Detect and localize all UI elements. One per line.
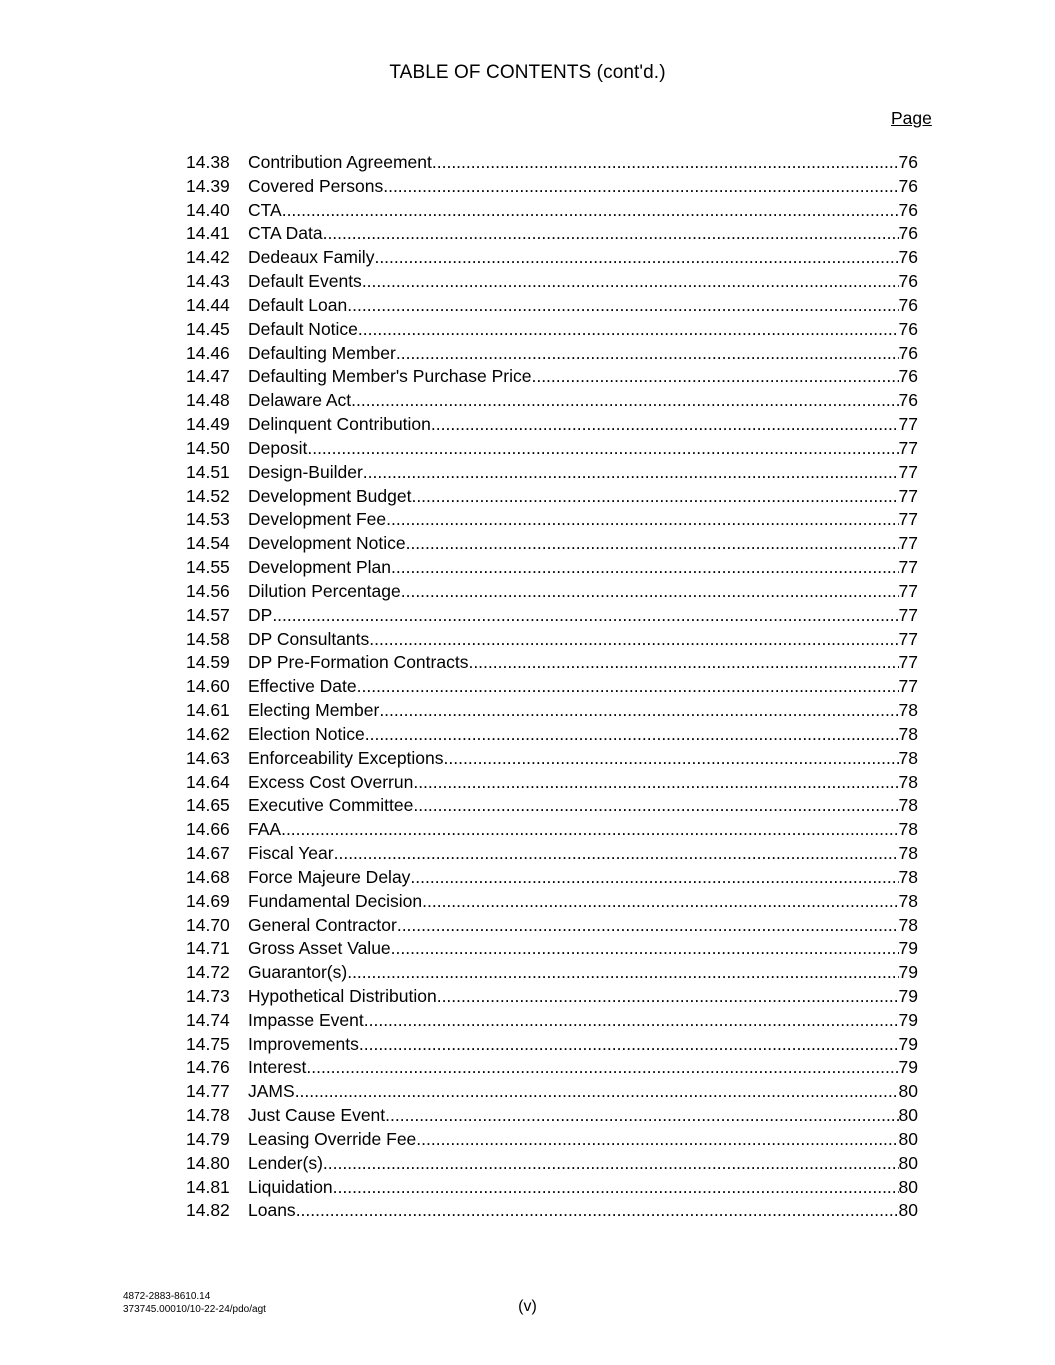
- toc-dot-leader: [411, 485, 898, 509]
- toc-entry-number: 14.58: [186, 628, 230, 649]
- toc-entry-label: Impasse Event: [248, 1009, 364, 1030]
- toc-entry[interactable]: [186, 1033, 918, 1057]
- toc-entry-number: 14.78: [186, 1105, 230, 1126]
- toc-entry[interactable]: [186, 937, 918, 961]
- toc-entry-number: 14.61: [186, 700, 230, 721]
- toc-dot-leader: [272, 604, 898, 628]
- toc-entry-number: 14.41: [186, 223, 230, 244]
- toc-entry-number: 14.70: [186, 914, 230, 935]
- toc-entry-label: Guarantor(s): [248, 962, 348, 983]
- toc-dot-leader: [383, 175, 898, 199]
- toc-dot-leader: [357, 675, 899, 699]
- toc-entry-page: 77: [898, 557, 918, 578]
- toc-entry[interactable]: [186, 1128, 918, 1152]
- toc-entry-page: 77: [898, 628, 918, 649]
- toc-entry[interactable]: [186, 1056, 918, 1080]
- toc-entry[interactable]: [186, 556, 918, 580]
- toc-entry-page: 77: [898, 485, 918, 506]
- toc-entry-page: 78: [898, 866, 918, 887]
- toc-dot-leader: [306, 1056, 898, 1080]
- toc-dot-leader: [385, 1104, 898, 1128]
- toc-entry[interactable]: [186, 1176, 918, 1200]
- toc-entry-label: CTA: [248, 199, 282, 220]
- toc-entry-label: Default Notice: [248, 318, 358, 339]
- toc-entry-label: Enforceability Exceptions: [248, 747, 444, 768]
- toc-entry-number: 14.49: [186, 414, 230, 435]
- toc-entry-page: 76: [898, 152, 918, 172]
- toc-dot-leader: [444, 747, 899, 771]
- toc-entry-number: 14.67: [186, 843, 230, 864]
- toc-entry-page: 80: [898, 1176, 918, 1197]
- toc-entry[interactable]: [186, 1199, 918, 1223]
- toc-entry-page: 76: [898, 271, 918, 292]
- toc-entry-page: 77: [898, 533, 918, 554]
- toc-entry[interactable]: [186, 461, 918, 485]
- toc-entry-number: 14.75: [186, 1033, 230, 1054]
- toc-entry-page: 79: [898, 962, 918, 983]
- toc-entry-page: 76: [898, 366, 918, 387]
- toc-entry-page: 80: [898, 1081, 918, 1102]
- toc-entry-number: 14.77: [186, 1081, 230, 1102]
- toc-entry-page: 79: [898, 1033, 918, 1054]
- toc-entry-page: 80: [898, 1105, 918, 1126]
- toc-entry-page: 77: [898, 676, 918, 697]
- toc-entry-label: Development Plan: [248, 557, 391, 578]
- toc-entry-number: 14.51: [186, 461, 230, 482]
- toc-entry-label: Fundamental Decision: [248, 890, 423, 911]
- toc-entry-label: Force Majeure Delay: [248, 866, 411, 887]
- toc-dot-leader: [351, 389, 898, 413]
- toc-entry-label: Dilution Percentage: [248, 580, 401, 601]
- toc-entry-number: 14.44: [186, 294, 230, 315]
- toc-dot-leader: [431, 413, 899, 437]
- toc-entry[interactable]: [186, 1152, 918, 1176]
- toc-entry-page: 77: [898, 414, 918, 435]
- toc-entry-label: Delaware Act: [248, 390, 352, 411]
- toc-entry-page: 77: [898, 604, 918, 625]
- toc-entry[interactable]: [186, 1080, 918, 1104]
- toc-dot-leader: [397, 914, 899, 938]
- toc-entry-page: 76: [898, 223, 918, 244]
- toc-entry[interactable]: [186, 222, 918, 246]
- toc-entry-page: 76: [898, 247, 918, 268]
- toc-dot-leader: [296, 1199, 899, 1223]
- toc-entry-number: 14.62: [186, 723, 230, 744]
- toc-dot-leader: [364, 1009, 899, 1033]
- toc-dot-leader: [347, 294, 898, 318]
- toc-dot-leader: [379, 699, 898, 723]
- toc-entry-number: 14.53: [186, 509, 230, 530]
- toc-entry-label: Effective Date: [248, 676, 357, 697]
- toc-entry-label: DP Pre-Formation Contracts: [248, 652, 469, 673]
- footer-page-number: (v): [518, 1298, 537, 1315]
- toc-entry-label: Delinquent Contribution: [248, 414, 431, 435]
- toc-entry[interactable]: [186, 914, 918, 938]
- toc-entry[interactable]: [186, 699, 918, 723]
- toc-entry-page: 80: [898, 1200, 918, 1221]
- toc-entry-page: 78: [898, 747, 918, 768]
- toc-dot-leader: [333, 1176, 899, 1200]
- toc-entry-number: 14.74: [186, 1009, 230, 1030]
- toc-dot-leader: [374, 246, 898, 270]
- toc-dot-leader: [396, 342, 899, 366]
- toc-entry[interactable]: [186, 961, 918, 985]
- toc-entry-number: 14.82: [186, 1200, 230, 1221]
- toc-dot-leader: [323, 222, 899, 246]
- toc-entry[interactable]: [186, 437, 918, 461]
- toc-entry-number: 14.57: [186, 604, 230, 625]
- toc-entry-number: 14.56: [186, 580, 230, 601]
- toc-dot-leader: [432, 151, 899, 175]
- footer-doc-number: 4872-2883-8610.14: [123, 1291, 211, 1302]
- toc-entry[interactable]: [186, 151, 918, 175]
- toc-entry[interactable]: [186, 771, 918, 795]
- toc-entry[interactable]: [186, 365, 918, 389]
- toc-entry-page: 77: [898, 461, 918, 482]
- toc-dot-leader: [307, 437, 898, 461]
- toc-dot-leader: [281, 818, 898, 842]
- toc-entry-number: 14.59: [186, 652, 230, 673]
- toc-entry[interactable]: [186, 604, 918, 628]
- toc-entry-number: 14.43: [186, 271, 230, 292]
- toc-entry-page: 76: [898, 294, 918, 315]
- toc-entry[interactable]: [186, 389, 918, 413]
- toc-dot-leader: [413, 794, 898, 818]
- toc-entry[interactable]: [186, 1009, 918, 1033]
- table-of-contents: [186, 151, 918, 1223]
- toc-dot-leader: [391, 556, 899, 580]
- toc-entry-number: 14.79: [186, 1128, 230, 1149]
- toc-entry[interactable]: [186, 628, 918, 652]
- toc-entry-number: 14.63: [186, 747, 230, 768]
- toc-entry-label: Lender(s): [248, 1152, 323, 1173]
- toc-entry-page: 77: [898, 580, 918, 601]
- toc-dot-leader: [334, 842, 899, 866]
- toc-entry-label: Interest: [248, 1057, 307, 1078]
- toc-entry-label: Development Notice: [248, 533, 406, 554]
- toc-entry-page: 77: [898, 437, 918, 458]
- toc-entry-number: 14.54: [186, 533, 230, 554]
- toc-entry-label: Improvements: [248, 1033, 359, 1054]
- toc-entry-label: Executive Committee: [248, 795, 414, 816]
- toc-entry-label: Gross Asset Value: [248, 938, 391, 959]
- toc-entry[interactable]: [186, 651, 918, 675]
- toc-entry-number: 14.71: [186, 938, 230, 959]
- toc-dot-leader: [468, 651, 898, 675]
- page-column-header: Page: [891, 108, 932, 128]
- toc-entry-label: Defaulting Member's Purchase Price: [248, 366, 532, 387]
- toc-entry[interactable]: [186, 818, 918, 842]
- toc-dot-leader: [358, 318, 899, 342]
- toc-entry-page: 80: [898, 1128, 918, 1149]
- toc-entry-label: Hypothetical Distribution: [248, 985, 437, 1006]
- toc-entry-number: 14.68: [186, 866, 230, 887]
- toc-entry-number: 14.52: [186, 485, 230, 506]
- toc-entry-number: 14.42: [186, 247, 230, 268]
- toc-entry-number: 14.47: [186, 366, 230, 387]
- toc-entry[interactable]: [186, 866, 918, 890]
- toc-entry-label: Dedeaux Family: [248, 247, 375, 268]
- toc-dot-leader: [365, 723, 899, 747]
- toc-entry-page: 80: [898, 1152, 918, 1173]
- toc-entry-page: 78: [898, 771, 918, 792]
- toc-entry-page: 78: [898, 843, 918, 864]
- toc-dot-leader: [437, 985, 899, 1009]
- toc-entry-label: Excess Cost Overrun: [248, 771, 414, 792]
- toc-entry-number: 14.55: [186, 557, 230, 578]
- toc-entry-number: 14.46: [186, 342, 230, 363]
- toc-entry-number: 14.40: [186, 199, 230, 220]
- toc-dot-leader: [422, 890, 898, 914]
- toc-entry-number: 14.69: [186, 890, 230, 911]
- toc-entry-label: Loans: [248, 1200, 296, 1221]
- toc-entry-page: 76: [898, 318, 918, 339]
- toc-entry[interactable]: [186, 270, 918, 294]
- toc-entry-number: 14.45: [186, 318, 230, 339]
- toc-entry-page: 78: [898, 723, 918, 744]
- toc-entry[interactable]: [186, 794, 918, 818]
- toc-entry[interactable]: [186, 842, 918, 866]
- toc-entry-label: Development Budget: [248, 485, 412, 506]
- toc-entry-number: 14.64: [186, 771, 230, 792]
- toc-dot-leader: [369, 628, 898, 652]
- toc-entry-label: Electing Member: [248, 700, 380, 721]
- toc-entry-number: 14.48: [186, 390, 230, 411]
- toc-entry-label: FAA: [248, 819, 282, 840]
- toc-entry-page: 78: [898, 914, 918, 935]
- toc-entry-page: 77: [898, 509, 918, 530]
- toc-entry-number: 14.72: [186, 962, 230, 983]
- toc-dot-leader: [406, 532, 899, 556]
- toc-entry[interactable]: [186, 413, 918, 437]
- toc-dot-leader: [386, 508, 898, 532]
- toc-entry-label: Development Fee: [248, 509, 387, 530]
- toc-entry-page: 77: [898, 652, 918, 673]
- toc-entry-label: General Contractor: [248, 914, 397, 935]
- toc-entry-number: 14.66: [186, 819, 230, 840]
- toc-entry[interactable]: [186, 1104, 918, 1128]
- toc-entry-label: Fiscal Year: [248, 843, 334, 864]
- toc-dot-leader: [531, 365, 898, 389]
- toc-entry-label: Election Notice: [248, 723, 365, 744]
- toc-entry-label: Liquidation: [248, 1176, 333, 1197]
- toc-dot-leader: [362, 270, 899, 294]
- toc-entry-label: DP: [248, 604, 273, 625]
- toc-entry-label: Leasing Override Fee: [248, 1128, 417, 1149]
- toc-entry-page: 79: [898, 1057, 918, 1078]
- toc-entry-number: 14.80: [186, 1152, 230, 1173]
- toc-entry-number: 14.38: [186, 152, 230, 172]
- toc-entry[interactable]: [186, 985, 918, 1009]
- toc-entry[interactable]: [186, 485, 918, 509]
- toc-dot-leader: [410, 866, 898, 890]
- toc-dot-leader: [323, 1152, 899, 1176]
- toc-entry-label: Just Cause Event: [248, 1105, 386, 1126]
- toc-entry-label: DP Consultants: [248, 628, 370, 649]
- toc-entry-label: Covered Persons: [248, 175, 384, 196]
- toc-entry-label: Design-Builder: [248, 461, 363, 482]
- toc-entry-page: 76: [898, 175, 918, 196]
- toc-dot-leader: [295, 1080, 899, 1104]
- toc-entry-number: 14.81: [186, 1176, 230, 1197]
- toc-entry[interactable]: [186, 675, 918, 699]
- toc-entry-number: 14.39: [186, 175, 230, 196]
- toc-entry-page: 79: [898, 938, 918, 959]
- toc-entry[interactable]: [186, 175, 918, 199]
- toc-entry-page: 76: [898, 342, 918, 363]
- toc-entry[interactable]: [186, 199, 918, 223]
- toc-entry-number: 14.73: [186, 985, 230, 1006]
- toc-entry-page: 78: [898, 819, 918, 840]
- toc-entry-label: Default Events: [248, 271, 362, 292]
- toc-entry-page: 76: [898, 390, 918, 411]
- toc-entry-page: 78: [898, 700, 918, 721]
- toc-entry-number: 14.65: [186, 795, 230, 816]
- toc-dot-leader: [282, 199, 899, 223]
- toc-dot-leader: [359, 1033, 899, 1057]
- toc-dot-leader: [391, 937, 899, 961]
- toc-entry[interactable]: [186, 342, 918, 366]
- toc-entry[interactable]: [186, 294, 918, 318]
- toc-dot-leader: [363, 461, 899, 485]
- toc-dot-leader: [347, 961, 898, 985]
- toc-entry-page: 79: [898, 1009, 918, 1030]
- toc-entry[interactable]: [186, 532, 918, 556]
- toc-entry[interactable]: [186, 747, 918, 771]
- toc-entry-page: 78: [898, 890, 918, 911]
- toc-entry-label: JAMS: [248, 1081, 295, 1102]
- toc-entry-page: 78: [898, 795, 918, 816]
- toc-entry-number: 14.60: [186, 676, 230, 697]
- toc-entry[interactable]: [186, 723, 918, 747]
- page-title: TABLE OF CONTENTS (cont'd.): [389, 62, 666, 83]
- toc-dot-leader: [401, 580, 899, 604]
- toc-entry-number: 14.76: [186, 1057, 230, 1078]
- toc-entry-page: 76: [898, 199, 918, 220]
- toc-entry[interactable]: [186, 246, 918, 270]
- toc-entry[interactable]: [186, 508, 918, 532]
- toc-entry-label: Deposit: [248, 437, 308, 458]
- toc-entry-label: Defaulting Member: [248, 342, 396, 363]
- toc-dot-leader: [413, 771, 898, 795]
- footer-matter-reference: 373745.00010/10-22-24/pdo/agt: [123, 1304, 266, 1315]
- toc-entry[interactable]: [186, 890, 918, 914]
- toc-entry[interactable]: [186, 580, 918, 604]
- toc-entry-label: CTA Data: [248, 223, 323, 244]
- toc-entry-page: 79: [898, 985, 918, 1006]
- toc-entry[interactable]: [186, 318, 918, 342]
- toc-dot-leader: [416, 1128, 898, 1152]
- toc-entry-label: Default Loan: [248, 294, 348, 315]
- toc-entry-label: Contribution Agreement: [248, 152, 432, 172]
- toc-entry-number: 14.50: [186, 437, 230, 458]
